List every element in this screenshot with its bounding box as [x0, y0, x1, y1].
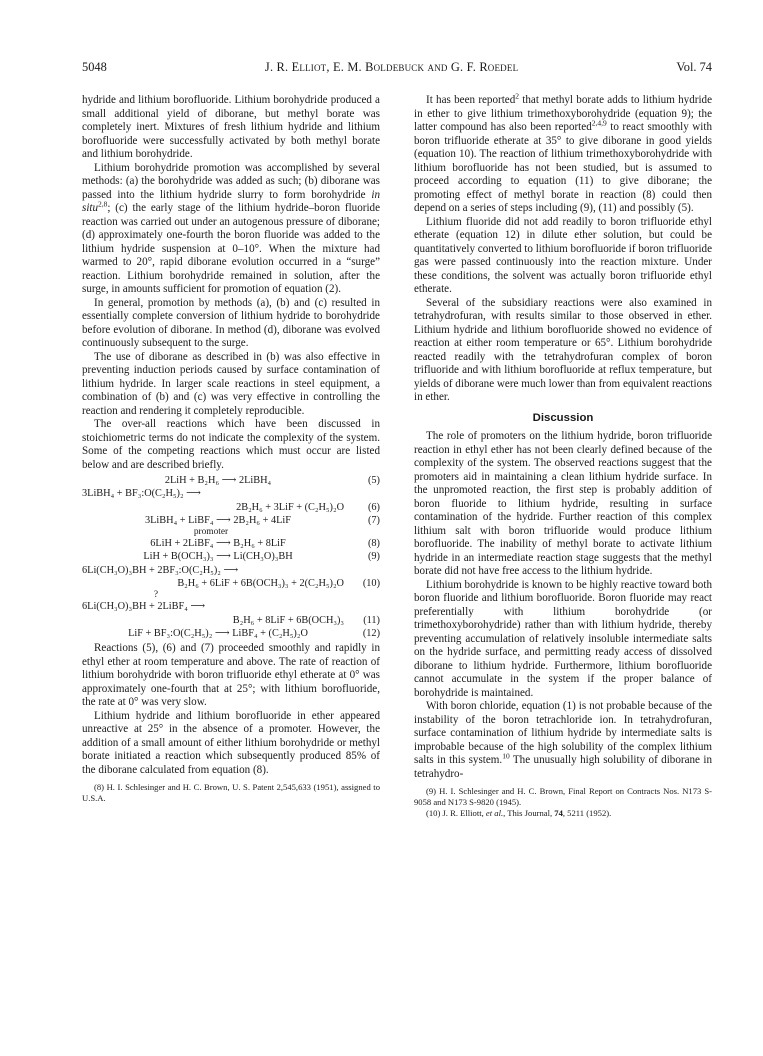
- text-run: It has been reported: [426, 94, 516, 106]
- reference-marker: 10: [502, 751, 510, 761]
- text-run: to react smoothly with boron trifluoride etherate at 35° to give diborane in good yields (equation 10). The reaction of lithium trimethoxyborohydride with lithium borofluoride has not been studied, but is assumed to proceed according to equation (11) to give diborane; the promoting effect of methyl borate in reaction (8) could then depend on a series of steps including (9), (11) and possibly (5).: [414, 121, 712, 214]
- equation-number: (11): [363, 614, 380, 626]
- equation-expression: LiF + BF₃:O(C₂H₅)₂ ⟶ LiBF₄ + (C₂H₅)₂O: [128, 627, 308, 639]
- text-run: , 5211 (1952).: [562, 807, 612, 818]
- footnote-8: (8) H. I. Schlesinger and H. C. Brown, U. S. Patent 2,545,633 (1951), assigned to U.S.A.: [82, 782, 380, 804]
- equation-6-line-1: [82, 487, 380, 500]
- paragraph: In general, promotion by methods (a), (b) and (c) resulted in essentially complete conversion of lithium hydride to borohydride before evolution of diborane. In method (d), diborane was evolved continuously subsequent to the surge.: [82, 296, 380, 349]
- page-number: 5048: [82, 60, 107, 74]
- equation-expression: 2B₂H₆ + 3LiF + (C₂H₅)₂O: [236, 501, 344, 513]
- paragraph: The over-all reactions which have been discussed in stoichiometric terms do not indicate the complexity of the system. Some of the competing reactions which must occur are listed below and are described briefly.: [82, 418, 380, 471]
- equation-6-line-2: [82, 501, 380, 514]
- equation-expression: 2LiH + B₂H₆ ⟶ 2LiBH₄: [164, 475, 272, 486]
- equation-number: (9): [367, 551, 380, 563]
- equation-number: (12): [362, 627, 380, 639]
- reference-marker: 2: [515, 91, 520, 101]
- footnotes: [82, 782, 380, 804]
- equation-number: (7): [367, 514, 380, 526]
- footnotes: [414, 786, 712, 818]
- paragraph: Several of the subsidiary reactions were also examined in tetrahydrofuran, with results similar to those observed in ether. Lithium hydride and lithium borofluoride showed no evidence of reaction at either room temperature or 65°. Lithium borohydride reacted readily with the tetrahydrofuran complex of boron trifluoride and with lithium borofluoride at reflux temperature, but yields of diborane were much lower than from equivalent reactions in ether.: [414, 296, 712, 403]
- paragraph: Lithium hydride and lithium borofluoride in ether appeared unreactive at 25° in the absence of a promoter. However, the addition of a small amount of either lithium borohydride or methyl borate initiated a reaction which subsequently produced 85% of the diborane calculated from equation (8).: [82, 709, 380, 776]
- paragraph: Lithium fluoride did not add readily to boron trifluoride ethyl etherate (equation 12) in dilute ether solution, but could be quantitatively converted to lithium borofluoride if boron trifluoride gas were passed continuously into the reaction mixture. Under these conditions, the solvent was actually boron trifluoride ethyl etherate.: [414, 215, 712, 295]
- equation-block: [82, 474, 380, 640]
- text-run-italic: et al.: [485, 807, 504, 818]
- volume-label: Vol. 74: [676, 60, 712, 74]
- section-heading: Discussion: [532, 411, 594, 424]
- reference-marker: 2,8: [98, 199, 108, 209]
- footnote-9: (9) H. I. Schlesinger and H. C. Brown, Final Report on Contracts Nos. N173 S-9058 and N173 S-9820 (1945).: [414, 786, 712, 807]
- equation-12: [82, 627, 380, 640]
- equation-number: (5): [367, 475, 380, 486]
- equation-expression: 6Li(CH₃O)₃BH + 2BF₃:O(C₂H₅)₂ ⟶: [82, 564, 239, 576]
- equation-11-line-1: [82, 600, 380, 613]
- reference-marker: 2,4,9: [591, 118, 607, 128]
- equation-expression: 6LiH + 2LiBF₄ ⟶ B₂H₆ + 8LiF: [150, 538, 286, 550]
- text-run: , This Journal,: [503, 807, 555, 818]
- text-run: (10) J. R. Elliott,: [426, 807, 486, 818]
- author-line: J. R. Elliot, E. M. Boldebuck and G. F. Roedel: [264, 60, 519, 74]
- equation-expression: LiH + B(OCH₃)₃ ⟶ Li(CH₃O)₃BH: [143, 551, 293, 563]
- equation-number: (8): [367, 538, 380, 550]
- arrow-label-promoter: promoter: [193, 527, 229, 538]
- arrow-label-question: ?: [153, 590, 159, 601]
- paragraph: Reactions (5), (6) and (7) proceeded smoothly and rapidly in ethyl ether at room temperature and above. The rate of reaction of lithium borohydride with boron trifluoride ethyl etherate at 0° was approximately one-fourth that at 25°; with lithium borofluoride, the rate at 0° was very slow.: [82, 642, 380, 709]
- paragraph: The role of promoters on the lithium hydride, boron trifluoride reaction in ethyl ether has not been clearly defined because of the complexity of the system. The observed reactions suggest that the promoters aid in maintaining a clean lithium hydride surface. In the unpromoted reaction, the first step is probably addition of boron fluoride to lithium hydride, resulting in surface contamination of the hydride. Further reaction of this complex lithium salt with boron trifluoride would produce lithium borofluoride. The inability of methyl borate to activate lithium hydride in an intermediate reaction stage suggests that the methyl borate did not have free access to the lithium hydride.: [414, 430, 712, 577]
- text-run: ; (c) the early stage of the lithium hydride–boron fluoride reaction was carried out under an autogenous pressure of diborane; (d) approximately one-fourth the boron fluoride was added to the lithium hydride suspension at 0–10°. When the mixture had warmed to 20°, rapid diborane evolution occurred in a “surge” reaction. Lithium borohydride remained in solution, after the surge, in amounts sufficient for promotion of equation (2).: [82, 202, 380, 295]
- left-column: [82, 94, 380, 804]
- footnote-10: [414, 808, 712, 819]
- equation-8: [82, 537, 380, 550]
- text-run: With boron chloride, equation (1) is not probable because of the instability of the boron tetrachloride ion. In tetrahydrofuran, surface contamination of lithium hydride by intermediate salts is improbable because of the high solubility of the complex lithium salts in this system.: [414, 700, 712, 766]
- paragraph: [82, 162, 380, 297]
- equation-number: (10): [362, 578, 380, 590]
- equation-expression: 3LiBH₄ + BF₃:O(C₂H₅)₂ ⟶: [82, 488, 201, 500]
- paragraph: The use of diborane as described in (b) was also effective in preventing induction periods caused by surface contamination of lithium hydride. In larger scale reactions in steel equipment, a combination of (b) and (c) was very effective in controlling the reaction and rendering it completely reproducible.: [82, 350, 380, 417]
- text-run-italic: in situ: [82, 188, 380, 214]
- right-column: [414, 91, 713, 818]
- paragraph: hydride and lithium borofluoride. Lithium borohydride produced a small additional yield of diborane, but methyl borate was completely inert. Mixtures of fresh lithium hydride and lithium borofluoride were successfully activated by both methyl borate and lithium borohydride.: [82, 94, 380, 160]
- equation-expression: B₂H₆ + 6LiF + 6B(OCH₃)₃ + 2(C₂H₅)₂O: [177, 578, 344, 590]
- equation-number: (6): [367, 501, 380, 513]
- equation-5: [82, 474, 380, 487]
- paragraph: [414, 700, 712, 781]
- text-run: that methyl borate adds to lithium hydride in ether to give lithium trimethoxyborohydride (equation 9); the latter compound has also been reported: [414, 94, 712, 133]
- paragraph: Lithium borohydride is known to be highly reactive toward both boron fluoride and lithium borofluoride. Boron fluoride may react preferentially with lithium borohydride (or trimethoxyborohydride) rather than with lithium hydride, thereby preventing accumulation of relatively insoluble intermediate salts on the hydride surface, and permitting ready access of dissolved diborane to lithium hydride. Furthermore, lithium borofluoride cannot accumulate in the system if the proper balance of borohydride is maintained.: [414, 578, 712, 699]
- equation-9: [82, 550, 380, 563]
- text-run: Lithium borohydride promotion was accomplished by several methods: (a) the borohydride was added as such; (b) diborane was passed into the lithium hydride slurry to form borohydride: [82, 161, 380, 201]
- text-run: The unusually high solubility of diborane in tetrahydro-: [414, 754, 713, 780]
- running-head: [82, 60, 712, 76]
- equation-expression: 3LiBH₄ + LiBF₄ ⟶ 2B₂H₆ + 4LiF: [144, 514, 291, 526]
- equation-10-line-1: [82, 564, 380, 577]
- paragraph: [414, 91, 712, 216]
- equation-10-line-2: [82, 577, 380, 590]
- text-run-bold: 74: [554, 807, 563, 818]
- equation-expression: 6Li(CH₃O)₃BH + 2LiBF₄ ⟶: [82, 601, 206, 613]
- equation-expression: B₂H₆ + 8LiF + 6B(OCH₃)₃: [232, 614, 344, 626]
- equation-11-line-2: [82, 614, 380, 627]
- equation-7: [82, 514, 380, 527]
